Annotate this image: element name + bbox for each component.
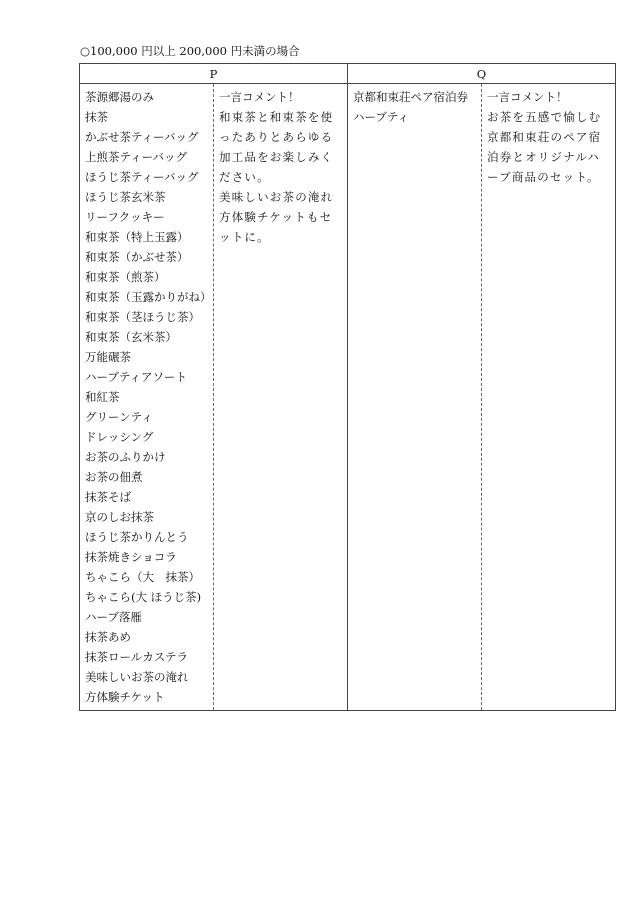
p-comment-text: 和束茶と和束茶を使 ったありとあらゆる 加工品をお楽しみく ださい。 美味しいお茶の淹れ 方体験チケットもセ ットに。 xyxy=(219,110,334,244)
column-header-q: Q xyxy=(348,64,616,84)
q-item-list xyxy=(348,84,482,711)
q-comment-heading: 一言コメント！ xyxy=(487,90,568,104)
list-item: グリーンティ xyxy=(85,410,153,424)
list-item: 和紅茶 xyxy=(85,390,120,404)
list-item: 和束茶（かぶせ茶） xyxy=(85,250,189,264)
list-item: お茶のふりかけ xyxy=(85,450,166,464)
list-item: ちゃこら(大 ほうじ茶) xyxy=(85,590,202,604)
list-item: お茶の佃煮 xyxy=(85,470,143,484)
list-item: ハーブ落雁 xyxy=(85,610,142,624)
q-comment xyxy=(482,84,616,711)
section-caption: ○100,000 円以上 200,000 円未満の場合 xyxy=(80,44,300,58)
q-comment-text: お茶を五感で愉しむ 京都和束荘のペア宿 泊券とオリジナルハ ーブ商品のセット。 xyxy=(487,110,602,184)
list-item: 美味しいお茶の淹れ xyxy=(85,670,189,684)
list-item: ほうじ茶玄米茶 xyxy=(85,190,166,204)
list-item: ハーブティ xyxy=(353,110,410,124)
list-item: 茶源郷湯のみ xyxy=(85,90,154,104)
list-item: 抹茶焼きショコラ xyxy=(85,550,177,564)
list-item: ほうじ茶ティーバッグ xyxy=(85,170,199,184)
list-item: 抹茶 xyxy=(85,110,108,124)
list-item: リーフクッキー xyxy=(85,210,165,224)
list-item: 方体験チケット xyxy=(85,690,165,704)
list-item: 万能碾茶 xyxy=(85,350,131,364)
header-row xyxy=(80,64,616,84)
list-item: 上煎茶ティーバッグ xyxy=(85,150,188,164)
table-row xyxy=(80,84,616,711)
gift-comparison-table xyxy=(79,63,616,711)
p-item-list xyxy=(80,84,214,711)
list-item: ハーブティアソート xyxy=(85,370,188,384)
list-item: 和束茶（玄米茶） xyxy=(85,330,177,344)
list-item: 和束茶（煎茶） xyxy=(85,270,166,284)
list-item: ちゃこら（大 抹茶） xyxy=(85,570,200,584)
list-item: ドレッシング xyxy=(85,430,154,444)
list-item: 抹茶あめ xyxy=(85,630,131,644)
list-item: ほうじ茶かりんとう xyxy=(85,530,189,544)
list-item: 抹茶そば xyxy=(85,490,131,504)
list-item: 京のしお抹茶 xyxy=(85,510,154,524)
p-comment-heading: 一言コメント！ xyxy=(219,90,300,104)
p-comment xyxy=(214,84,348,711)
list-item: 抹茶ロールカステラ xyxy=(85,650,189,664)
column-header-p: P xyxy=(80,64,348,84)
list-item: かぶせ茶ティーバッグ xyxy=(85,130,199,144)
list-item: 和束茶（特上玉露） xyxy=(85,230,189,244)
list-item: 和束茶（茎ほうじ茶） xyxy=(85,310,200,324)
list-item: 京都和束荘ペア宿泊券 xyxy=(353,90,468,104)
list-item: 和束茶（玉露かりがね） xyxy=(85,290,212,304)
